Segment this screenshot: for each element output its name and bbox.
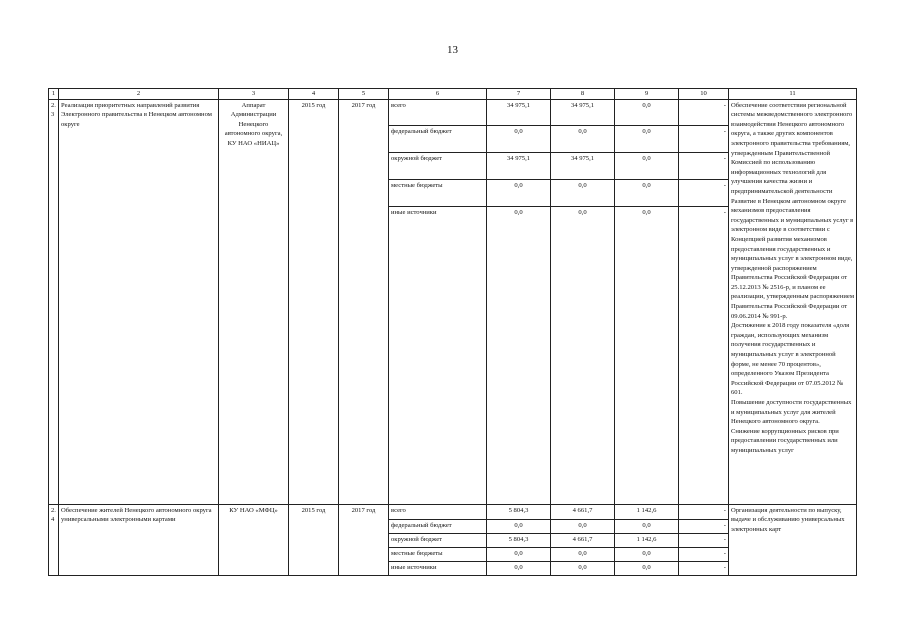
amount-2015: 4 661,7 bbox=[551, 504, 615, 519]
amount-total: 0,0 bbox=[487, 179, 551, 206]
activity-name: Реализация приоритетных направлений развития Электронного правительства в Ненецком автономном округе bbox=[59, 99, 219, 504]
amount-2015: 0,0 bbox=[551, 179, 615, 206]
funding-source: федеральный бюджет bbox=[389, 519, 487, 533]
col-header-10: 10 bbox=[679, 89, 729, 100]
funding-source: федеральный бюджет bbox=[389, 125, 487, 152]
result-text: Достижение к 2018 году показателя «доля граждан, использующих механизм получения государственных и муниципальных услуг в электронной форме, не менее 70 процентов», определенного Указом Президента Российской Федерации от 07.05.2012 № 601. bbox=[731, 322, 850, 397]
funding-source: всего bbox=[389, 504, 487, 519]
amount-total: 34 975,1 bbox=[487, 152, 551, 179]
expected-results bbox=[729, 99, 857, 504]
amount-2015: 0,0 bbox=[551, 547, 615, 561]
result-text: Организация деятельности по выпуску, выдаче и обслуживанию универсальных электронных карт bbox=[731, 506, 845, 533]
result-text: Повышение доступности государственных и муниципальных услуг для жителей Ненецкого автономного округа. bbox=[731, 399, 852, 426]
col-header-5: 5 bbox=[339, 89, 389, 100]
amount-total: 0,0 bbox=[487, 125, 551, 152]
start-year: 2015 год bbox=[289, 504, 339, 575]
amount-2016: 0,0 bbox=[615, 179, 679, 206]
amount-total: 34 975,1 bbox=[487, 99, 551, 125]
col-header-1: 1 bbox=[49, 89, 59, 100]
amount-2016: 0,0 bbox=[615, 152, 679, 179]
amount-2017: - bbox=[679, 99, 729, 125]
expected-results bbox=[729, 504, 857, 575]
amount-2017: - bbox=[679, 504, 729, 519]
funding-source: иные источники bbox=[389, 206, 487, 504]
amount-total: 0,0 bbox=[487, 519, 551, 533]
amount-2017: - bbox=[679, 561, 729, 575]
result-text: Снижение коррупционных рисков при предоставлении государственных или муниципальных услуг bbox=[731, 427, 839, 454]
amount-2017: - bbox=[679, 152, 729, 179]
funding-source: окружной бюджет bbox=[389, 533, 487, 547]
amount-2015: 0,0 bbox=[551, 561, 615, 575]
column-number-header-row bbox=[49, 89, 857, 100]
amount-2015: 34 975,1 bbox=[551, 152, 615, 179]
funding-source: местные бюджеты bbox=[389, 179, 487, 206]
amount-2015: 0,0 bbox=[551, 206, 615, 504]
amount-2017: - bbox=[679, 547, 729, 561]
funding-source: окружной бюджет bbox=[389, 152, 487, 179]
result-text: Обеспечение соответствия региональной системы межведомственного электронного взаимодействия Ненецкого автономного округа, а также других компонентов электронного правительства требованиям, утвержденным Правительственной Комиссией по использованию информационных технологий для улучшения качества жизни и предпринимательской деятельности bbox=[731, 101, 853, 195]
program-activities-table bbox=[48, 88, 857, 576]
amount-2017: - bbox=[679, 533, 729, 547]
funding-source: местные бюджеты bbox=[389, 547, 487, 561]
activity-name: Обеспечение жителей Ненецкого автономного округа универсальными электронными картами bbox=[59, 504, 219, 575]
amount-2016: 0,0 bbox=[615, 561, 679, 575]
amount-total: 5 804,3 bbox=[487, 533, 551, 547]
col-header-9: 9 bbox=[615, 89, 679, 100]
amount-2016: 0,0 bbox=[615, 519, 679, 533]
funding-source: иные источники bbox=[389, 561, 487, 575]
amount-total: 0,0 bbox=[487, 206, 551, 504]
result-text: Развитие в Ненецком автономном округе механизмов предоставления государственных и муниципальных услуг в электронном виде в соответствии с Концепцией развития механизмов предоставления государственных и муниципальных услуг в электронном виде, утвержденной распоряжением Правительства Российской Федерации от 25.12.2013 № 2516-р, и планом ее реализации, утвержденным распоряжением Правительства Российской Федерации от 09.06.2014 № 991-р. bbox=[731, 197, 855, 320]
col-header-3: 3 bbox=[219, 89, 289, 100]
amount-2017: - bbox=[679, 125, 729, 152]
page-number: 13 bbox=[447, 44, 458, 56]
amount-2015: 4 661,7 bbox=[551, 533, 615, 547]
amount-2016: 0,0 bbox=[615, 206, 679, 504]
executor: Аппарат Администрации Ненецкого автономного округа, КУ НАО «НИАЦ» bbox=[219, 99, 289, 504]
amount-total: 0,0 bbox=[487, 547, 551, 561]
amount-2017: - bbox=[679, 206, 729, 504]
amount-2016: 0,0 bbox=[615, 99, 679, 125]
col-header-6: 6 bbox=[389, 89, 487, 100]
amount-2015: 0,0 bbox=[551, 519, 615, 533]
row-number: 2.4 bbox=[49, 504, 59, 575]
amount-2016: 0,0 bbox=[615, 547, 679, 561]
amount-total: 0,0 bbox=[487, 561, 551, 575]
col-header-2: 2 bbox=[59, 89, 219, 100]
table-row bbox=[49, 99, 857, 125]
row-number: 2.3 bbox=[49, 99, 59, 504]
col-header-7: 7 bbox=[487, 89, 551, 100]
amount-2015: 0,0 bbox=[551, 125, 615, 152]
col-header-8: 8 bbox=[551, 89, 615, 100]
amount-2016: 1 142,6 bbox=[615, 533, 679, 547]
end-year: 2017 год bbox=[339, 504, 389, 575]
end-year: 2017 год bbox=[339, 99, 389, 504]
amount-2017: - bbox=[679, 179, 729, 206]
table-row bbox=[49, 504, 857, 519]
executor: КУ НАО «МФЦ» bbox=[219, 504, 289, 575]
amount-2016: 0,0 bbox=[615, 125, 679, 152]
col-header-11: 11 bbox=[729, 89, 857, 100]
amount-2017: - bbox=[679, 519, 729, 533]
amount-total: 5 804,3 bbox=[487, 504, 551, 519]
amount-2016: 1 142,6 bbox=[615, 504, 679, 519]
col-header-4: 4 bbox=[289, 89, 339, 100]
funding-source: всего bbox=[389, 99, 487, 125]
amount-2015: 34 975,1 bbox=[551, 99, 615, 125]
start-year: 2015 год bbox=[289, 99, 339, 504]
